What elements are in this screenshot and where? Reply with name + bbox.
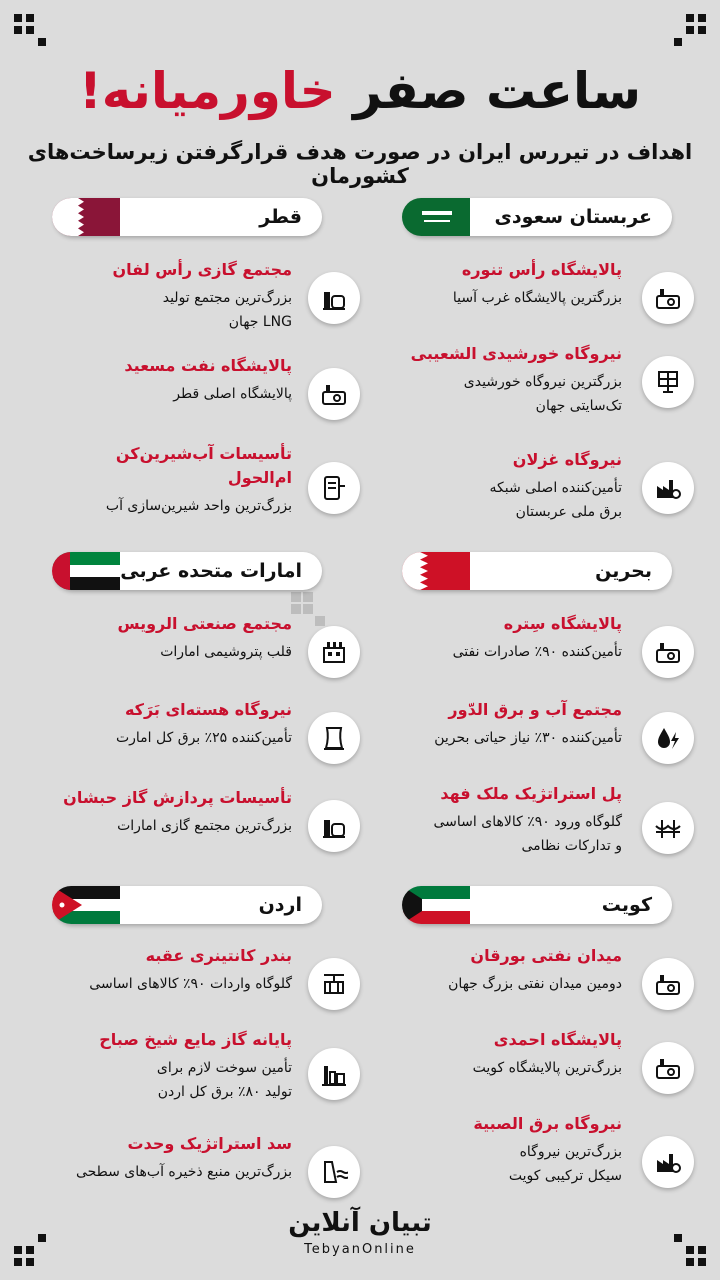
item-desc: دومین میدان نفتی بزرگ جهان	[448, 976, 622, 992]
water-filter-icon	[308, 462, 360, 514]
list-item	[0, 944, 292, 996]
country-header-saudi	[404, 198, 672, 236]
list-item	[394, 342, 694, 418]
item-title: پالایشگاه احمدی	[493, 1030, 622, 1049]
item-desc: بزرگ‌ترین مجتمع تولید LNG جهان	[162, 290, 292, 330]
bahrain-flag-icon	[402, 552, 470, 590]
country-header-qatar	[54, 198, 322, 236]
nuclear-plant-icon	[308, 712, 360, 764]
corner-ornament	[672, 14, 706, 48]
list-item	[0, 442, 292, 518]
power-plant-icon	[642, 1136, 694, 1188]
power-plant-icon	[642, 462, 694, 514]
list-item	[394, 1028, 694, 1080]
item-title: پالایشگاه نفت مسعید	[124, 356, 292, 375]
country-header-kuwait	[404, 886, 672, 924]
item-title: بندر کانتینری عقبه	[145, 946, 292, 965]
logo-text-en: TebyanOnline	[304, 1242, 416, 1257]
item-title: مجتمع آب و برق الدّور	[448, 700, 622, 719]
bridge-icon	[642, 802, 694, 854]
item-title: نیروگاه برق الصبیة	[473, 1114, 622, 1133]
item-title: میدان نفتی بورقان	[470, 946, 622, 965]
saudi-flag-icon	[402, 198, 470, 236]
list-item	[0, 786, 292, 838]
item-desc: بزرگ‌ترین پالایشگاه کویت	[472, 1060, 622, 1076]
item-desc: تأمین‌کننده ۹۰٪ صادرات نفتی	[452, 644, 622, 660]
country-header-uae	[54, 552, 322, 590]
item-desc: بزرگترین پالایشگاه غرب آسیا	[452, 290, 622, 306]
country-name: کویت	[601, 894, 652, 916]
country-name: اردن	[258, 894, 302, 916]
refinery-icon	[642, 958, 694, 1010]
footer-logo	[0, 1208, 720, 1257]
list-item	[394, 258, 694, 310]
list-item	[0, 1028, 292, 1104]
jordan-flag-icon	[52, 886, 120, 924]
country-name: عربستان سعودی	[494, 206, 652, 228]
item-desc: پالایشگاه اصلی قطر	[173, 386, 292, 402]
item-title: پایانه گاز مایع شیخ صباح	[99, 1030, 292, 1049]
item-desc: گلوگاه ورود ۹۰٪ کالاهای اساسی و تدارکات نظامی	[433, 814, 622, 854]
item-desc: قلب پتروشیمی امارات	[160, 644, 292, 660]
item-desc: بزرگ‌ترین منبع ذخیره آب‌های سطحی	[75, 1164, 292, 1180]
country-name: قطر	[259, 206, 302, 228]
watermark-logo-icon	[287, 588, 327, 628]
list-item	[394, 612, 694, 664]
item-desc: تأمین‌کننده ۳۰٪ نیاز حیاتی بحرین	[434, 730, 622, 746]
container-crane-icon	[308, 958, 360, 1010]
refinery-icon	[642, 1042, 694, 1094]
item-desc: تأمین‌کننده ۲۵٪ برق کل امارت	[115, 730, 292, 746]
item-desc: تأمین سوخت لازم برای تولید ۸۰٪ برق کل اردن	[156, 1060, 292, 1100]
item-title: مجتمع گازی رأس لفان	[112, 260, 292, 279]
item-title: پالایشگاه رأس تنوره	[461, 260, 622, 279]
item-desc: بزرگ‌ترین مجتمع گازی امارات	[117, 818, 292, 834]
dam-icon	[308, 1146, 360, 1198]
item-title: تأسیسات آب‌شیرین‌کن ام‌الحول	[115, 444, 292, 487]
list-item	[394, 944, 694, 996]
item-desc: بزرگ‌ترین نیروگاه سیکل ترکیبی کویت	[508, 1144, 622, 1184]
item-desc: بزرگترین نیروگاه خورشیدی تک‌سایتی جهان	[463, 374, 622, 414]
country-header-jordan	[54, 886, 322, 924]
list-item	[0, 1132, 292, 1184]
item-desc: تأمین‌کننده اصلی شبکه برق ملی عربستان	[489, 480, 622, 520]
uae-flag-icon	[52, 552, 120, 590]
list-item	[0, 698, 292, 750]
item-title: تأسیسات پردازش گاز حبشان	[63, 788, 292, 807]
list-item	[394, 698, 694, 750]
refinery-icon	[642, 626, 694, 678]
country-name: بحرین	[595, 560, 652, 582]
kuwait-flag-icon	[402, 886, 470, 924]
title-part-2: خاورمیانه!	[79, 62, 336, 120]
factory-icon	[308, 626, 360, 678]
page-subtitle: اهداف در تیررس ایران در صورت هدف قرارگرفتن زیرساخت‌های کشورمان	[27, 140, 693, 188]
list-item	[394, 1112, 694, 1188]
page-title	[0, 56, 720, 126]
water-energy-icon	[642, 712, 694, 764]
solar-panel-icon	[642, 356, 694, 408]
item-desc: بزرگ‌ترین واحد شیرین‌سازی آب	[105, 498, 292, 514]
list-item	[394, 782, 694, 858]
item-title: پالایشگاه سِتره	[503, 614, 622, 633]
list-item	[0, 354, 292, 406]
gas-terminal-icon	[308, 1048, 360, 1100]
item-title: پل استراتژیک ملک فهد	[440, 784, 622, 803]
list-item	[0, 612, 292, 664]
country-name: امارات متحده عربی	[120, 560, 302, 582]
list-item	[394, 448, 694, 524]
list-item	[0, 258, 292, 334]
refinery-icon	[642, 272, 694, 324]
item-title: نیروگاه هسته‌ای بَرَکه	[124, 700, 292, 719]
corner-ornament	[14, 14, 48, 48]
qatar-flag-icon	[52, 198, 120, 236]
item-title: سد استراتژیک وحدت	[127, 1134, 292, 1153]
country-header-bahrain	[404, 552, 672, 590]
item-title: نیروگاه غزلان	[512, 450, 622, 469]
item-title: مجتمع صنعتی الرویس	[117, 614, 292, 633]
logo-text-fa: تبیان آنلاین	[288, 1208, 432, 1238]
title-part-1: ساعت صفر	[353, 62, 641, 120]
gas-tanks-icon	[308, 272, 360, 324]
gas-tanks-icon	[308, 800, 360, 852]
refinery-icon	[308, 368, 360, 420]
item-desc: گلوگاه واردات ۹۰٪ کالاهای اساسی	[89, 976, 292, 992]
item-title: نیروگاه خورشیدی الشعیبی	[410, 344, 622, 363]
